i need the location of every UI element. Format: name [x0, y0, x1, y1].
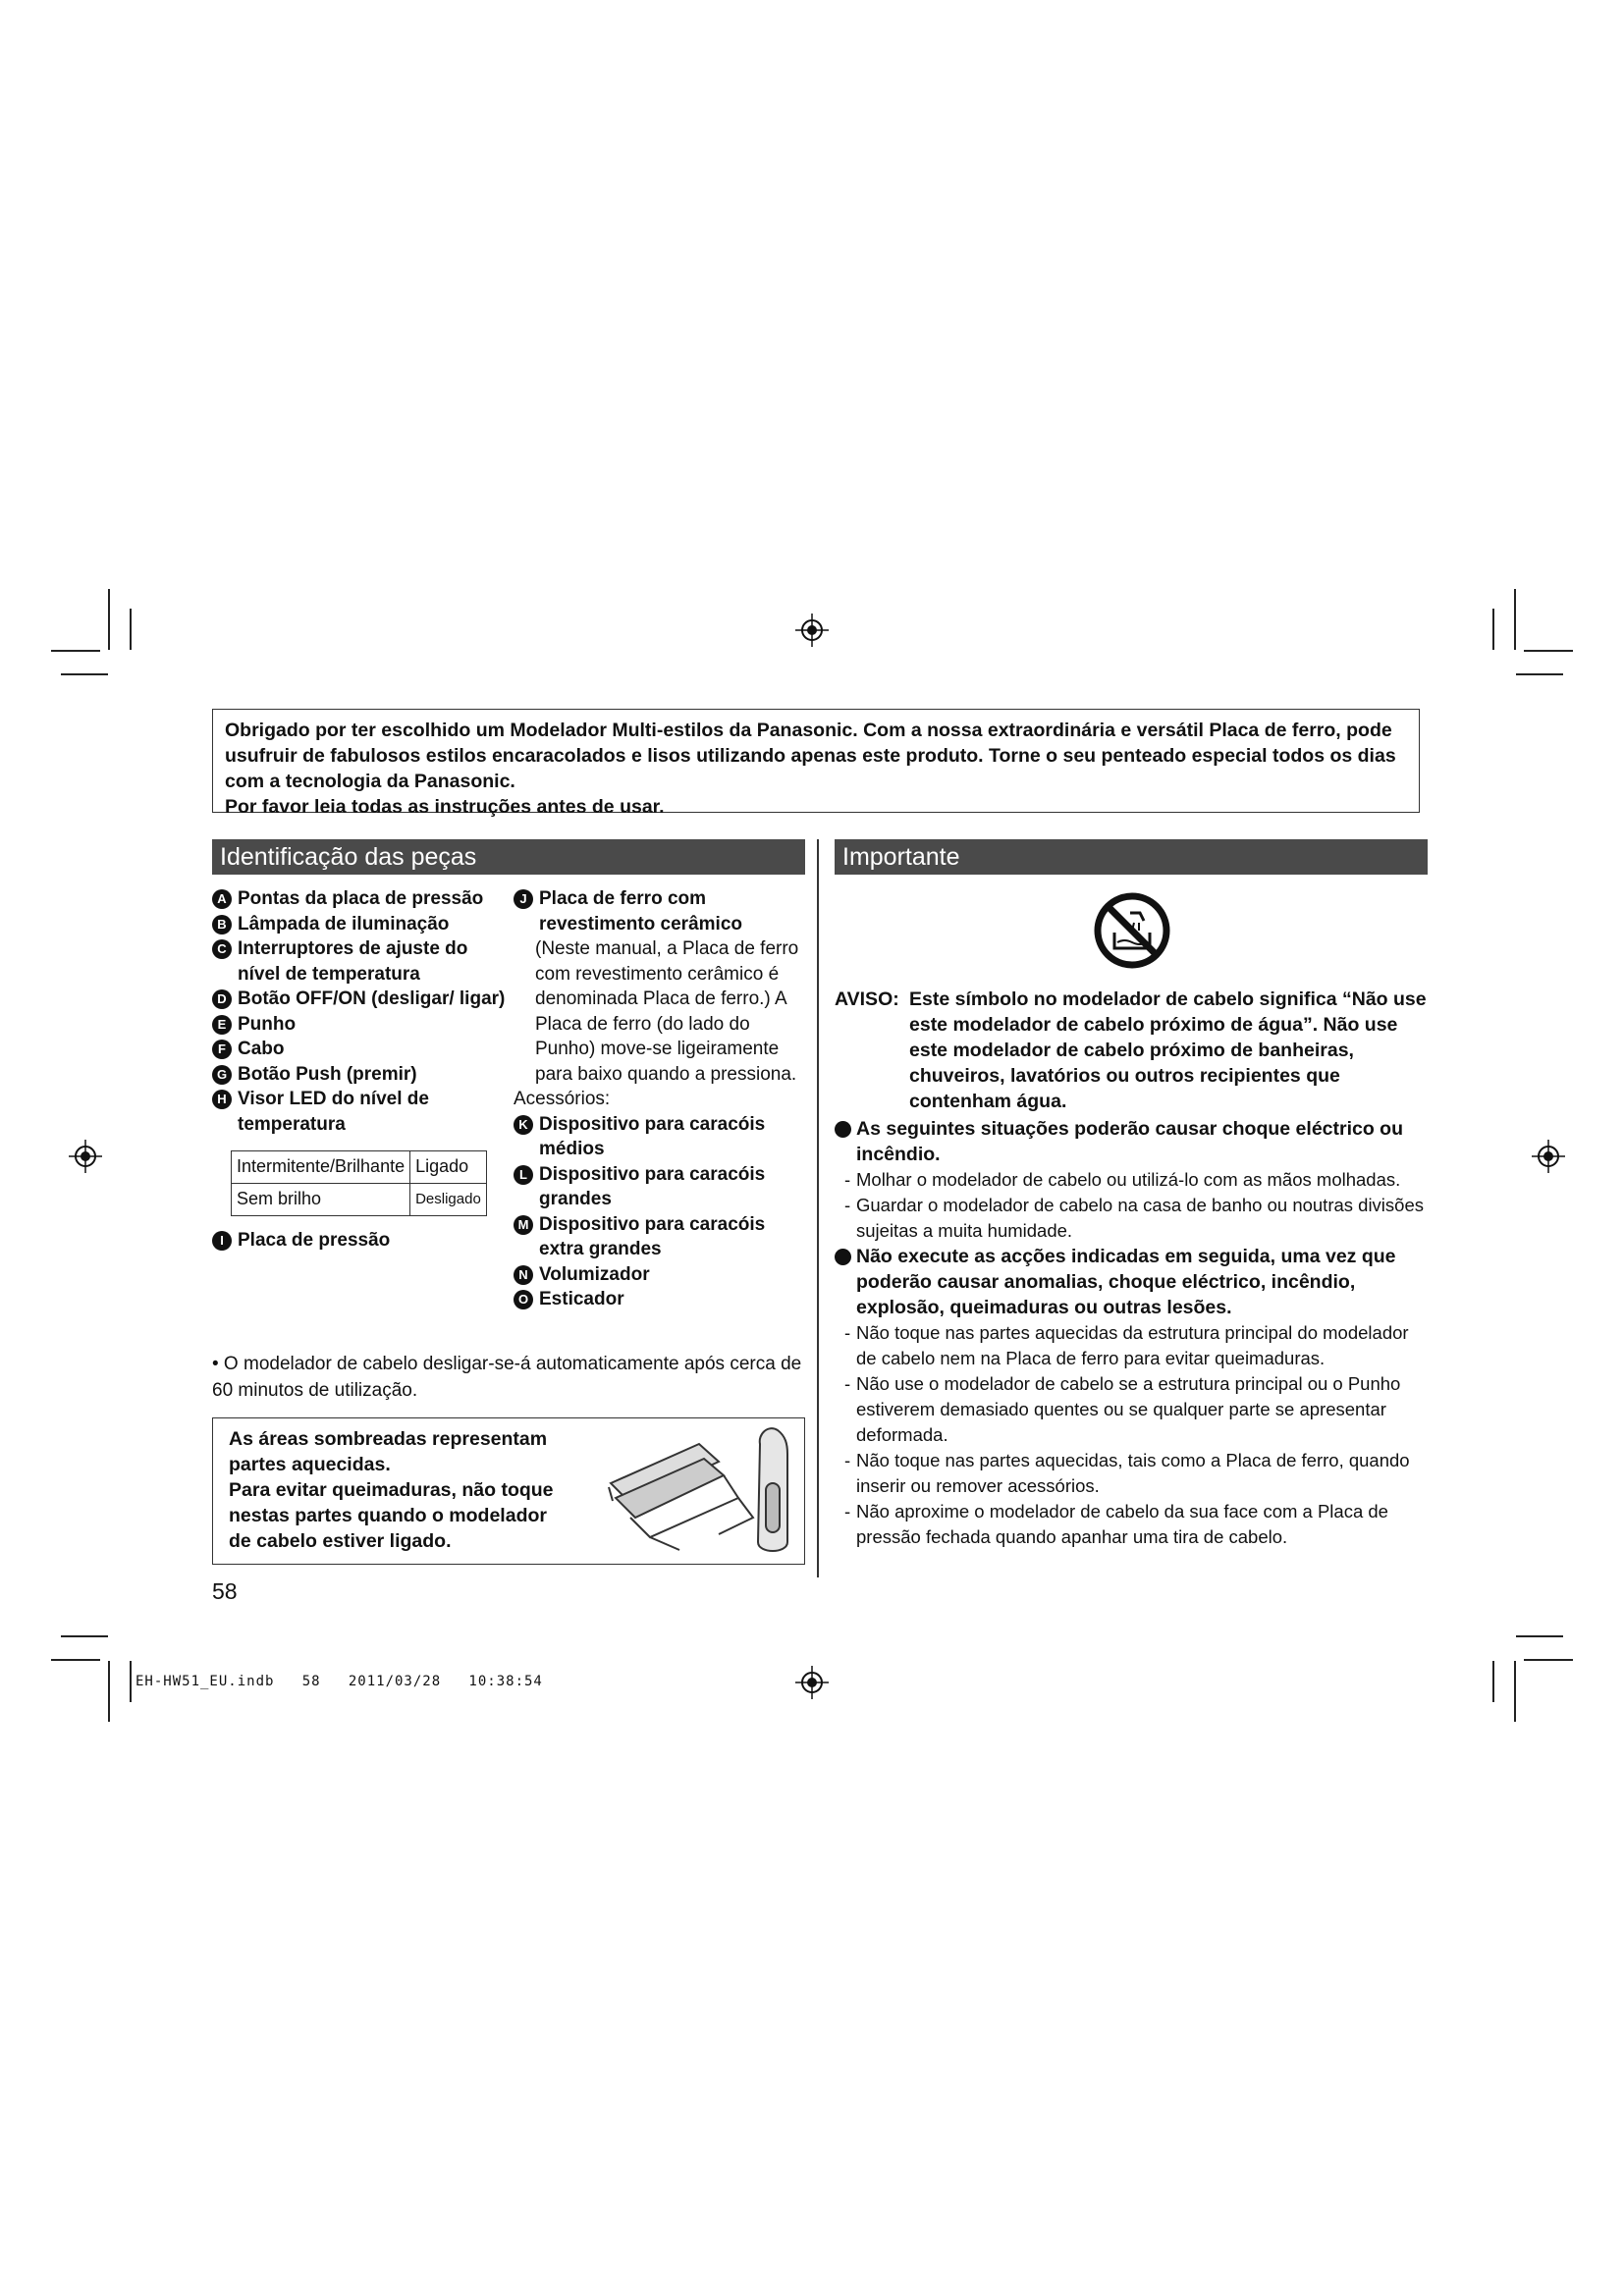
part-item: D Botão OFF/ON (desligar/ ligar) [212, 987, 507, 1012]
part-item: F Cabo [212, 1037, 507, 1062]
accessory-item: M Dispositivo para caracóis extra grandes [514, 1212, 808, 1262]
intro-box [212, 709, 1420, 818]
part-item: B Lâmpada de iluminação [212, 912, 507, 937]
important-column [835, 987, 1434, 1550]
registration-mark-icon [1532, 1140, 1565, 1173]
accessories-label: Acessórios: [514, 1089, 611, 1109]
warning-bullet: Não execute as acções indicadas em seguida, uma vez que poderão causar anomalias, choque eléctrico, incêndio, explosão, queimaduras ou outras lesões. [835, 1244, 1434, 1320]
section-header-parts: Identificação das peças [212, 839, 805, 875]
aviso-text: Este símbolo no modelador de cabelo significa “Não use este modelador de cabelo próximo de água”. Não use este modelador de cabelo próximo de banheiras, chuveiros, lavatórios ou outros recipientes que contenham água. [909, 988, 1427, 1112]
part-item: G Botão Push (premir) [212, 1062, 507, 1088]
auto-off-note: • O modelador de cabelo desligar-se-á automaticamente após cerca de 60 minutos de utilização. [212, 1354, 802, 1401]
no-water-warning-icon [1093, 891, 1171, 970]
aviso-warning [835, 987, 1434, 1114]
warning-bullet: As seguintes situações poderão causar choque eléctrico ou incêndio. [835, 1116, 1434, 1167]
part-item-desc: (Neste manual, a Placa de ferro com revestimento cerâmico é denominada Placa de ferro.) A Placa de ferro (do lado do Punho) move-se ligeiramente para baixo quando a pressiona. [535, 938, 799, 1085]
part-item: A Pontas da placa de pressão [212, 886, 507, 912]
part-item: C Interruptores de ajuste do nível de temperatura [212, 936, 507, 987]
warning-sub-item: - Não toque nas partes aquecidas, tais como a Placa de ferro, quando inserir ou remover acessórios. [844, 1450, 1410, 1496]
accessory-item: N Volumizador [514, 1262, 808, 1288]
registration-mark-icon [795, 1666, 829, 1699]
parts-right-column [514, 886, 808, 1312]
page-number: 58 [212, 1578, 238, 1604]
part-item: J Placa de ferro com revestimento cerâmico [514, 886, 808, 936]
led-status-table: Intermitente/Brilhante Ligado Sem brilho Desligado [231, 1150, 487, 1216]
warning-sub-item: - Guardar o modelador de cabelo na casa de banho ou noutras divisões sujeitas a muita humidade. [844, 1195, 1424, 1241]
part-item: E Punho [212, 1012, 507, 1038]
heated-parts-warning: Para evitar queimaduras, não toque nestas partes quando o modelador de cabelo estiver ligado. [229, 1479, 554, 1552]
registration-mark-icon [69, 1140, 102, 1173]
warning-sub-item: - Não toque nas partes aquecidas da estrutura principal do modelador de cabelo nem na Placa de ferro para evitar queimaduras. [844, 1322, 1409, 1368]
read-notice: Por favor leia todas as instruções antes de usar. [225, 796, 665, 818]
warning-sub-item: - Não aproxime o modelador de cabelo da sua face com a Placa de pressão fechada quando apanhar uma tira de cabelo. [844, 1501, 1388, 1547]
parts-left-column [212, 886, 507, 1254]
section-header-important: Importante [835, 839, 1428, 875]
intro-text: Obrigado por ter escolhido um Modelador Multi-estilos da Panasonic. Com a nossa extraordinária e versátil Placa de ferro, pode usufruir de fabulosos estilos encaracolados e lisos utilizando apenas este produto. Torne o seu penteado especial todos os dias com a tecnologia da Panasonic. [225, 720, 1396, 792]
aviso-label: AVISO: [835, 988, 899, 1010]
accessory-item: O Esticador [514, 1287, 808, 1312]
warning-sub-item: - Molhar o modelador de cabelo ou utilizá-lo com as mãos molhadas. [844, 1169, 1401, 1190]
accessory-item: L Dispositivo para caracóis grandes [514, 1162, 808, 1212]
print-footer: EH-HW51_EU.indb 58 2011/03/28 10:38:54 [135, 1674, 543, 1689]
accessory-item: K Dispositivo para caracóis médios [514, 1112, 808, 1162]
hair-styler-illustration-icon [591, 1424, 797, 1560]
heated-parts-text: As áreas sombreadas representam partes aquecidas. [229, 1428, 548, 1475]
heated-parts-box [212, 1417, 805, 1565]
part-item: H Visor LED do nível de temperatura [212, 1087, 507, 1137]
part-item: I Placa de pressão [212, 1228, 507, 1254]
column-divider [817, 839, 819, 1577]
registration-mark-icon [795, 614, 829, 647]
warning-sub-item: - Não use o modelador de cabelo se a estrutura principal ou o Punho estiverem demasiado quentes ou se qualquer parte se apresentar deformada. [844, 1373, 1401, 1445]
